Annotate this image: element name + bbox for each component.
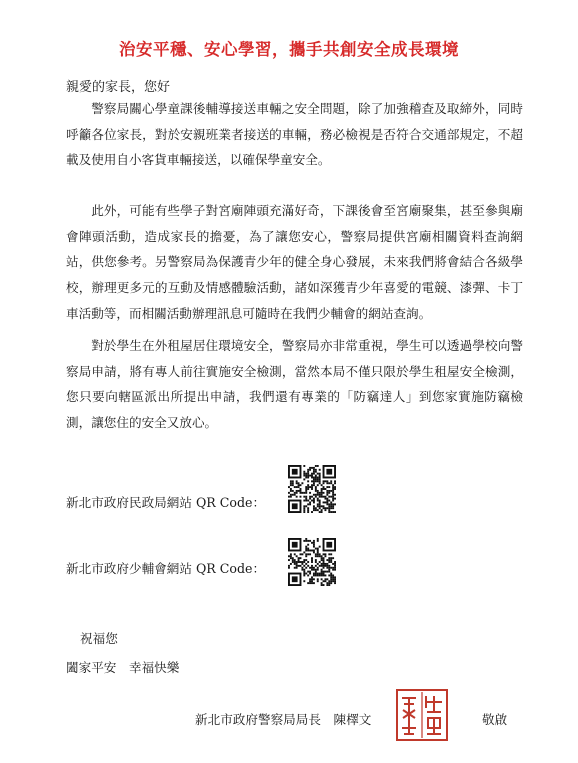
greeting: 親愛的家長，您好 [66, 80, 171, 95]
qr-code-icon[interactable] [288, 465, 336, 513]
letter-title: 治安平穩、安心學習，攜手共創安全成長環境 [119, 40, 459, 59]
qr-label-civil-affairs: 新北市政府民政局網站 QR Code： [66, 495, 266, 510]
qr-label-youth-counseling: 新北市政府少輔會網站 QR Code： [66, 561, 266, 576]
paragraph-vehicle-safety: 警察局關心學童課後輔導接送車輛之安全問題，除了加強稽查及取締外，同時呼籲各位家長，對於安親班業者接送的車輛，務必檢視是否符合交通部規定，不超載及使用自小客貨車輛接送，以確保學童安全。 [66, 101, 523, 168]
seal-stamp [395, 688, 449, 742]
paragraph-rental-safety: 對於學生在外租屋居住環境安全，警察局亦非常重視，學生可以透過學校向警察局申請，將有專人前往實施安全檢測，當然本局不僅只限於學生租屋安全檢測，您只要向轄區派出所提出申請，我們還有專業的「防竊達人」到您家實施防竊檢測，讓您住的安全又放心。 [66, 338, 523, 431]
paragraph-temple-activities: 此外，可能有些學子對宮廟陣頭充滿好奇，下課後會至宮廟聚集，甚至參與廟會陣頭活動，造成家長的擔憂，為了讓您安心，警察局提供宮廟相關資料查詢網站，供您參考。另警察局為保護青少年的健全身心發展，未來我們將會結合各級學校，辦理更多元的互動及情感體驗活動，諸如深獲青少年喜愛的電競、漆彈、卡丁車活動等，而相關活動辦理訊息可隨時在我們少輔會的網站查詢。 [66, 203, 523, 321]
qr-code-icon[interactable] [288, 538, 336, 586]
closing-wishes: 闔家平安 幸福快樂 [66, 660, 180, 675]
respectfully-closing: 敬啟 [482, 712, 508, 727]
signer-name: 新北市政府警察局局長 陳檡文 [195, 712, 372, 727]
closing-blessing: 祝福您 [80, 631, 118, 646]
